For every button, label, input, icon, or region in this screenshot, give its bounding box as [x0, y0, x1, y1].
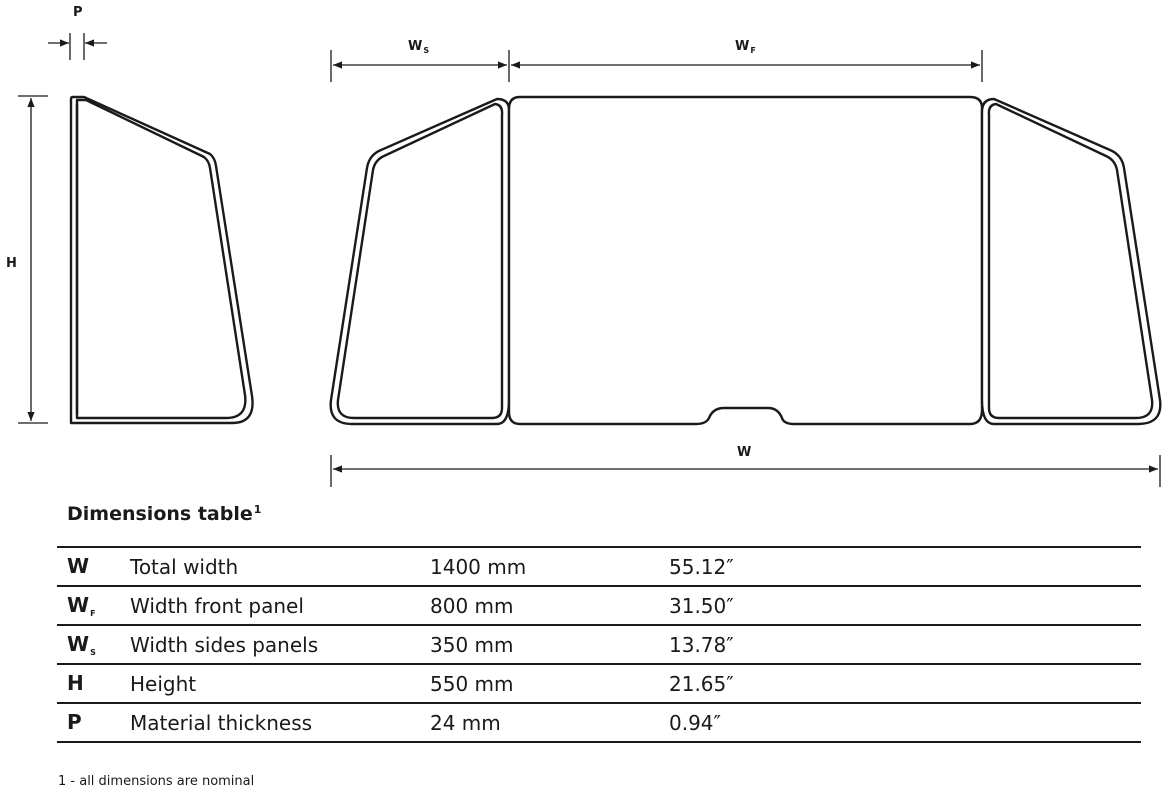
row-inch: 21.65″	[669, 671, 734, 696]
row-inch: 31.50″	[669, 593, 734, 618]
row-inch: 0.94″	[669, 710, 722, 735]
table-title-footnote-marker: 1	[253, 503, 262, 516]
right-side-panel	[982, 99, 1160, 424]
height-label: H	[6, 256, 17, 271]
row-name: Total width	[130, 554, 239, 579]
thickness-label: P	[73, 5, 83, 20]
table-row	[57, 664, 1141, 703]
row-symbol: $W_F$	[67, 593, 96, 618]
row-mm: 800 mm	[430, 593, 514, 618]
row-name: Width sides panels	[130, 632, 319, 657]
front-panel	[509, 97, 982, 424]
row-symbol: $W_S$	[67, 632, 96, 657]
left-side-panel	[331, 99, 509, 424]
table-row	[57, 586, 1141, 625]
row-inch: 55.12″	[669, 554, 734, 579]
row-inch: 13.78″	[669, 632, 734, 657]
footnote: 1 - all dimensions are nominal	[58, 774, 255, 789]
row-symbol: P	[67, 710, 82, 734]
table-row	[57, 547, 1141, 586]
row-symbol: W	[67, 554, 90, 578]
row-name: Material thickness	[130, 710, 313, 735]
row-mm: 550 mm	[430, 671, 514, 696]
dimensions-table	[57, 546, 1141, 743]
side-width-label: $W_S$	[408, 39, 430, 55]
height-dimension	[18, 96, 48, 423]
row-name: Width front panel	[130, 593, 304, 618]
side-panel-profile	[71, 97, 253, 423]
table-row	[57, 625, 1141, 664]
table-row	[57, 703, 1141, 742]
row-name: Height	[130, 671, 197, 696]
table-title: Dimensions table$^1$	[67, 503, 262, 525]
row-mm: 350 mm	[430, 632, 514, 657]
row-symbol: H	[67, 671, 84, 695]
row-mm: 24 mm	[430, 710, 501, 735]
front-width-label: $W_F$	[735, 39, 756, 55]
total-width-label: W	[737, 445, 752, 460]
thickness-dimension	[48, 33, 107, 60]
row-mm: 1400 mm	[430, 554, 527, 579]
